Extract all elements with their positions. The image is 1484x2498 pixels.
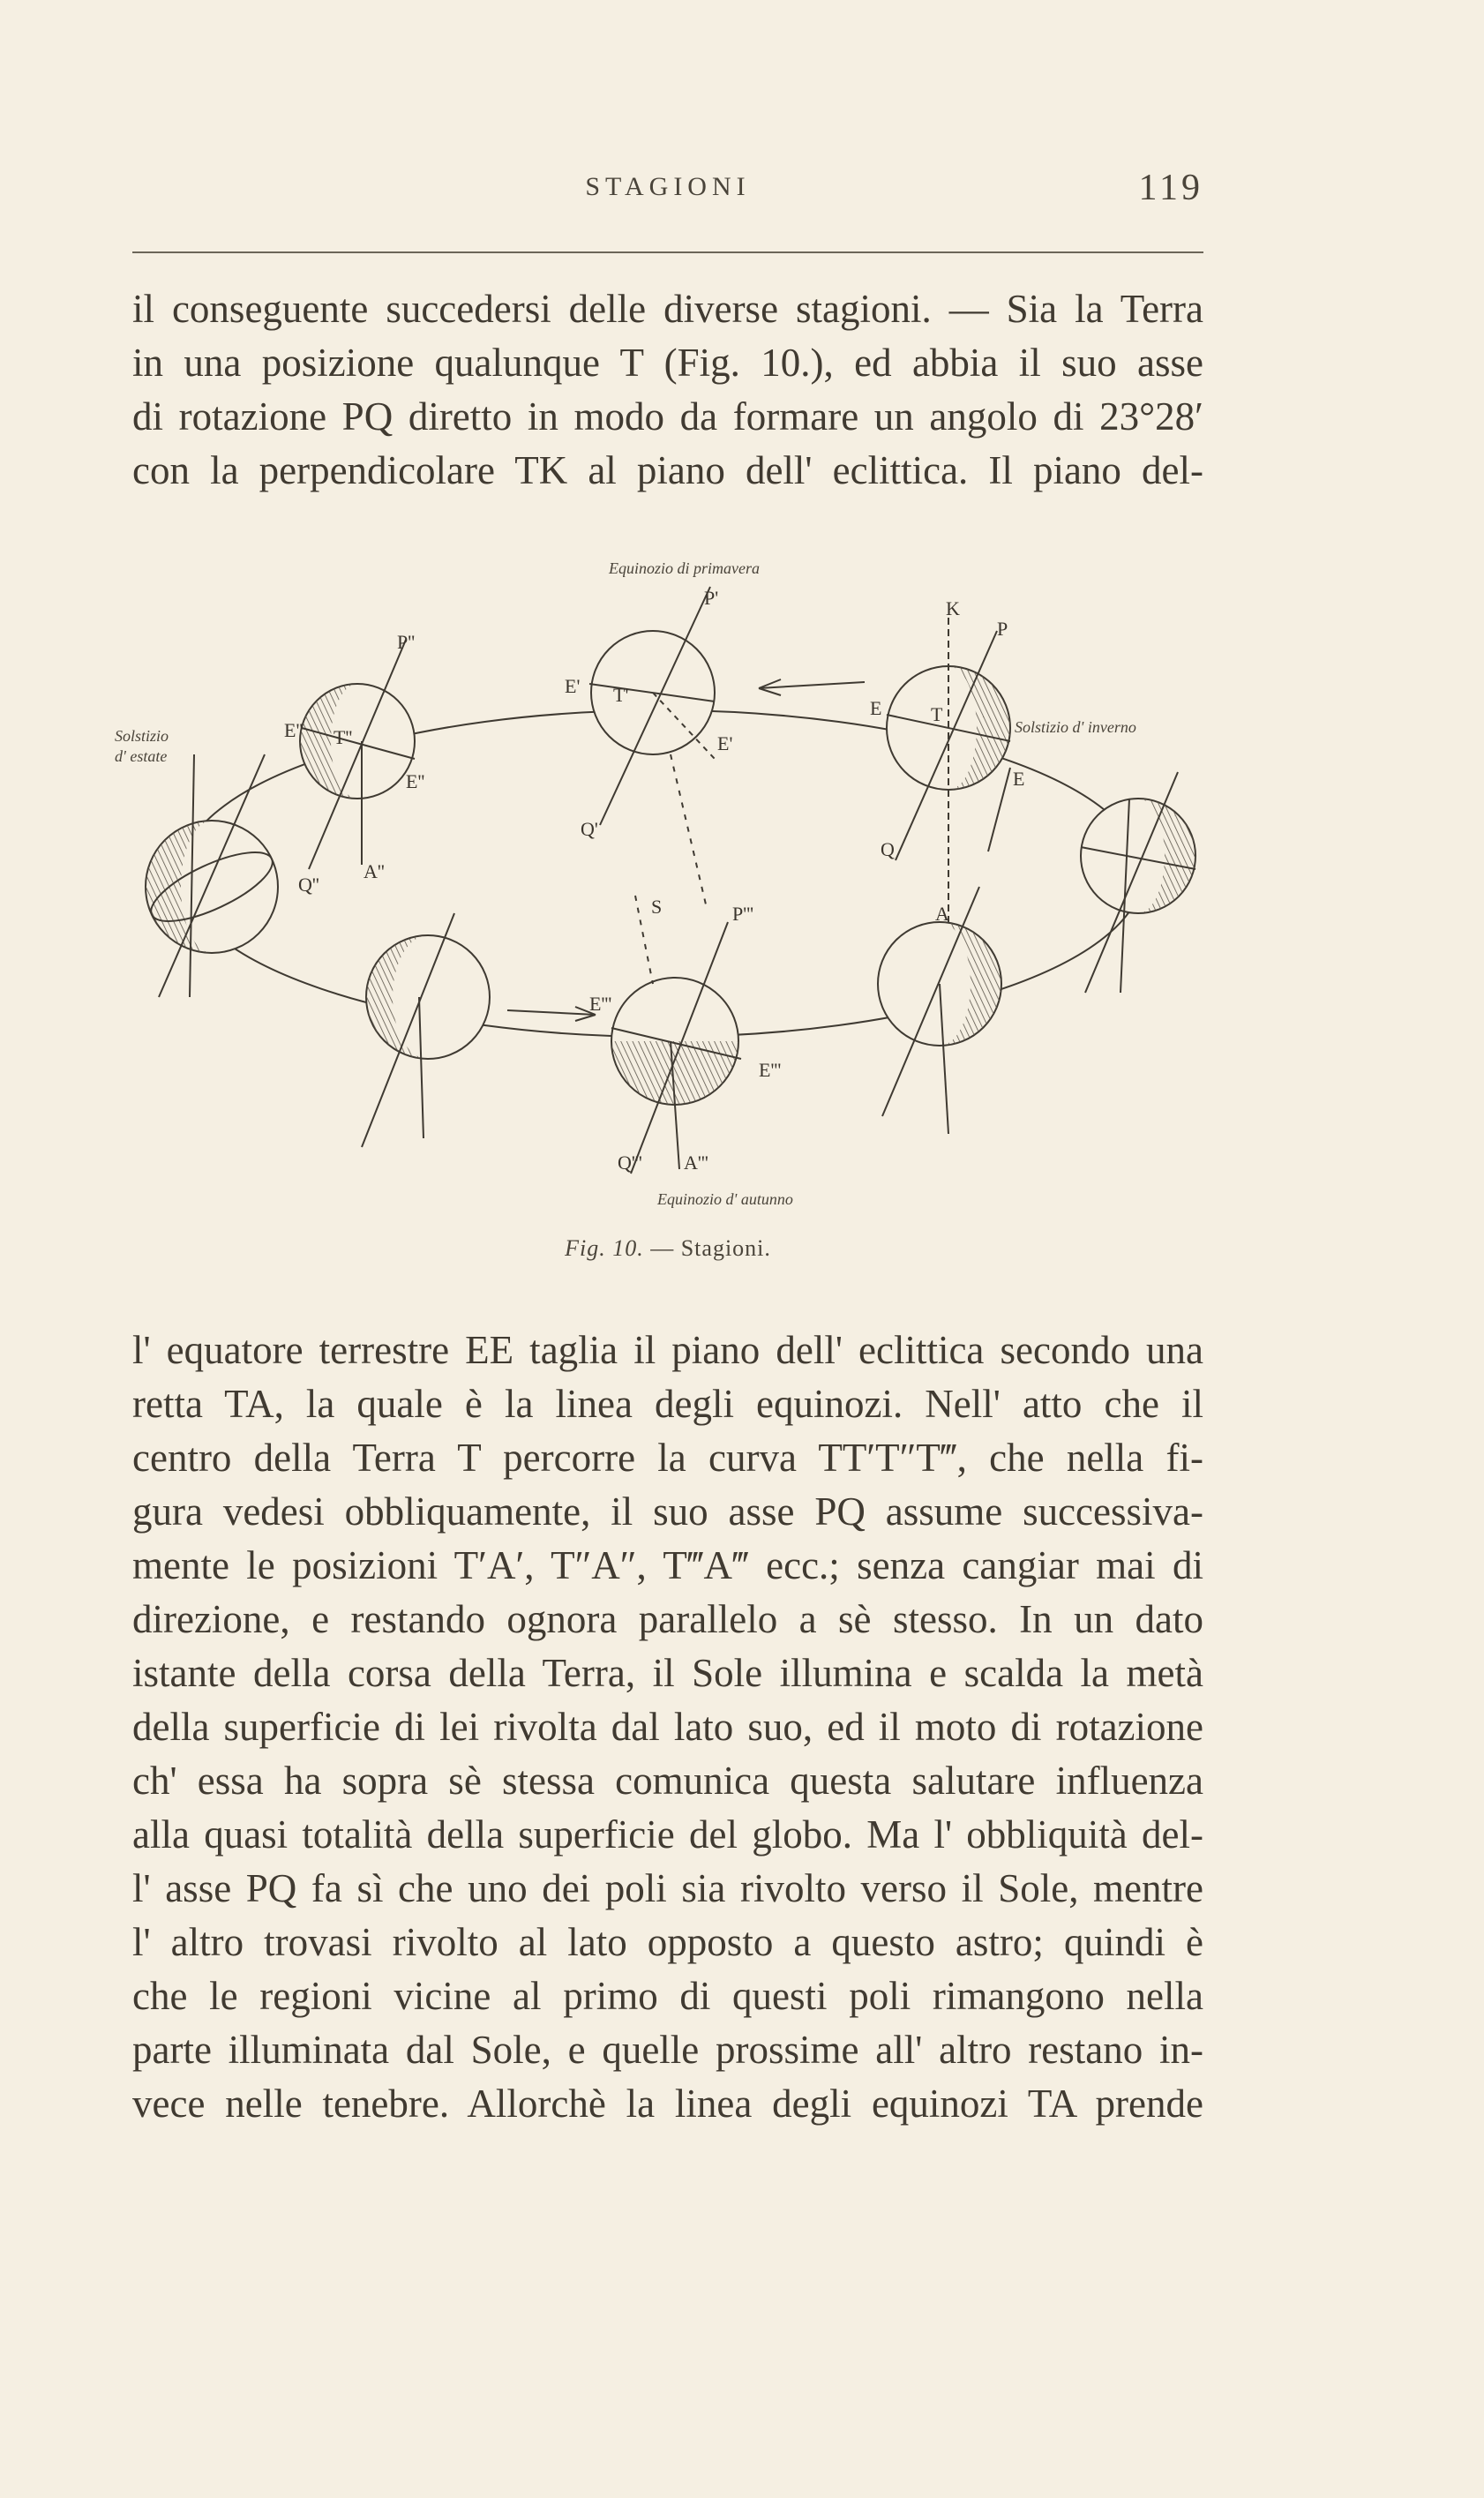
text-line: alla quasi totalità della superficie del globo. Ma l' obbliquità del- — [132, 1812, 1203, 1857]
letter-e2: E'' — [284, 719, 304, 741]
seasons-diagram — [106, 551, 1218, 1209]
globe-winter — [887, 618, 1010, 940]
letter-a: A — [935, 903, 949, 925]
globe-autumn — [611, 896, 741, 1174]
globe-spring — [589, 587, 715, 904]
label-summer-solstice-2: d' estate — [115, 747, 168, 765]
letter-p1: P' — [704, 587, 719, 609]
letter-q2: Q'' — [298, 874, 319, 896]
figure-caption — [132, 1235, 1203, 1262]
arrow-bottom — [507, 1010, 596, 1015]
letter-a3: A''' — [684, 1151, 708, 1174]
body-paragraph — [132, 1324, 1203, 2131]
letter-e3b: E''' — [759, 1059, 782, 1081]
globe-left — [142, 754, 281, 997]
label-autumn-equinox: Equinozio d' autunno — [657, 1190, 793, 1208]
text-line: centro della Terra T percorre la curva TT′T″T‴, che nella fi- — [132, 1436, 1203, 1480]
letter-e: E — [870, 697, 882, 719]
text-line: istante della corsa della Terra, il Sole illumina e scalda la metà — [132, 1651, 1203, 1695]
intro-paragraph — [132, 282, 1203, 498]
text-line: di rotazione PQ diretto in modo da formare un angolo di 23°28′ — [132, 394, 1203, 439]
letter-e3: E''' — [589, 993, 612, 1015]
letter-e1b: E' — [717, 732, 733, 754]
header-rule — [132, 251, 1203, 253]
running-head: STAGIONI — [585, 172, 751, 201]
text-line: direzione, e restando ognora parallelo a sè stesso. In un dato — [132, 1597, 1203, 1641]
letter-p3: P''' — [732, 903, 754, 925]
text-line: della superficie di lei rivolta dal lato suo, ed il moto di rotazione — [132, 1705, 1203, 1749]
letter-s: S — [651, 896, 663, 918]
arrow-top — [759, 682, 865, 688]
letter-t: T — [931, 703, 943, 725]
letter-t2: T'' — [334, 726, 353, 748]
text-line: ch' essa ha sopra sè stessa comunica questa salutare influenza — [132, 1759, 1203, 1803]
text-line: con la perpendicolare TK al piano dell' eclittica. Il piano del- — [132, 448, 1203, 492]
letter-q3: Q''' — [618, 1151, 642, 1174]
seasons-figure — [106, 551, 1218, 1209]
letter-p: P — [997, 618, 1008, 640]
page-number: 119 — [1138, 168, 1203, 208]
text-line: l' altro trovasi rivolto al lato opposto a questo astro; quindi è — [132, 1920, 1203, 1964]
caption-text: — Stagioni. — [643, 1235, 771, 1261]
text-line: che le regioni vicine al primo di questi poli rimangono nella — [132, 1974, 1203, 2018]
letter-e1: E' — [565, 675, 581, 697]
text-line: in una posizione qualunque T (Fig. 10.), ed abbia il suo asse — [132, 341, 1203, 385]
label-summer-solstice-1: Solstizio — [115, 727, 169, 745]
letter-q1: Q' — [581, 818, 598, 840]
text-line: mente le posizioni T′A′, T″A″, T‴A‴ ecc.; senza cangiar mai di — [132, 1543, 1203, 1587]
letter-p2: P'' — [397, 631, 416, 653]
globe-summer — [300, 640, 415, 869]
globe-lower-left — [362, 913, 490, 1147]
text-line: l' asse PQ fa sì che uno dei poli sia rivolto verso il Sole, mentre — [132, 1866, 1203, 1910]
text-line: retta TA, la quale è la linea degli equinozi. Nell' atto che il — [132, 1382, 1203, 1426]
text-line: il conseguente succedersi delle diverse stagioni. — Sia la Terra — [132, 287, 1203, 331]
label-spring-equinox: Equinozio di primavera — [609, 559, 760, 577]
letter-a2: A'' — [364, 860, 385, 882]
letter-q: Q — [881, 838, 895, 860]
label-winter-solstice: Solstizio d' inverno — [1015, 718, 1136, 736]
text-line: parte illuminata dal Sole, e quelle prossime all' altro restano in- — [132, 2028, 1203, 2072]
letter-t1: T' — [613, 684, 629, 706]
text-line: l' equatore terrestre EE taglia il piano dell' eclittica secondo una — [132, 1328, 1203, 1372]
text-line: gura vedesi obbliquamente, il suo asse PQ assume successiva- — [132, 1489, 1203, 1534]
letter-e2b: E'' — [406, 770, 425, 792]
caption-fig-label: Fig. 10. — [565, 1235, 644, 1261]
letter-eb: E — [1013, 768, 1025, 790]
text-line: vece nelle tenebre. Allorchè la linea degli equinozi TA prende — [132, 2082, 1203, 2126]
letter-k: K — [946, 597, 960, 619]
page-header — [132, 163, 1203, 225]
